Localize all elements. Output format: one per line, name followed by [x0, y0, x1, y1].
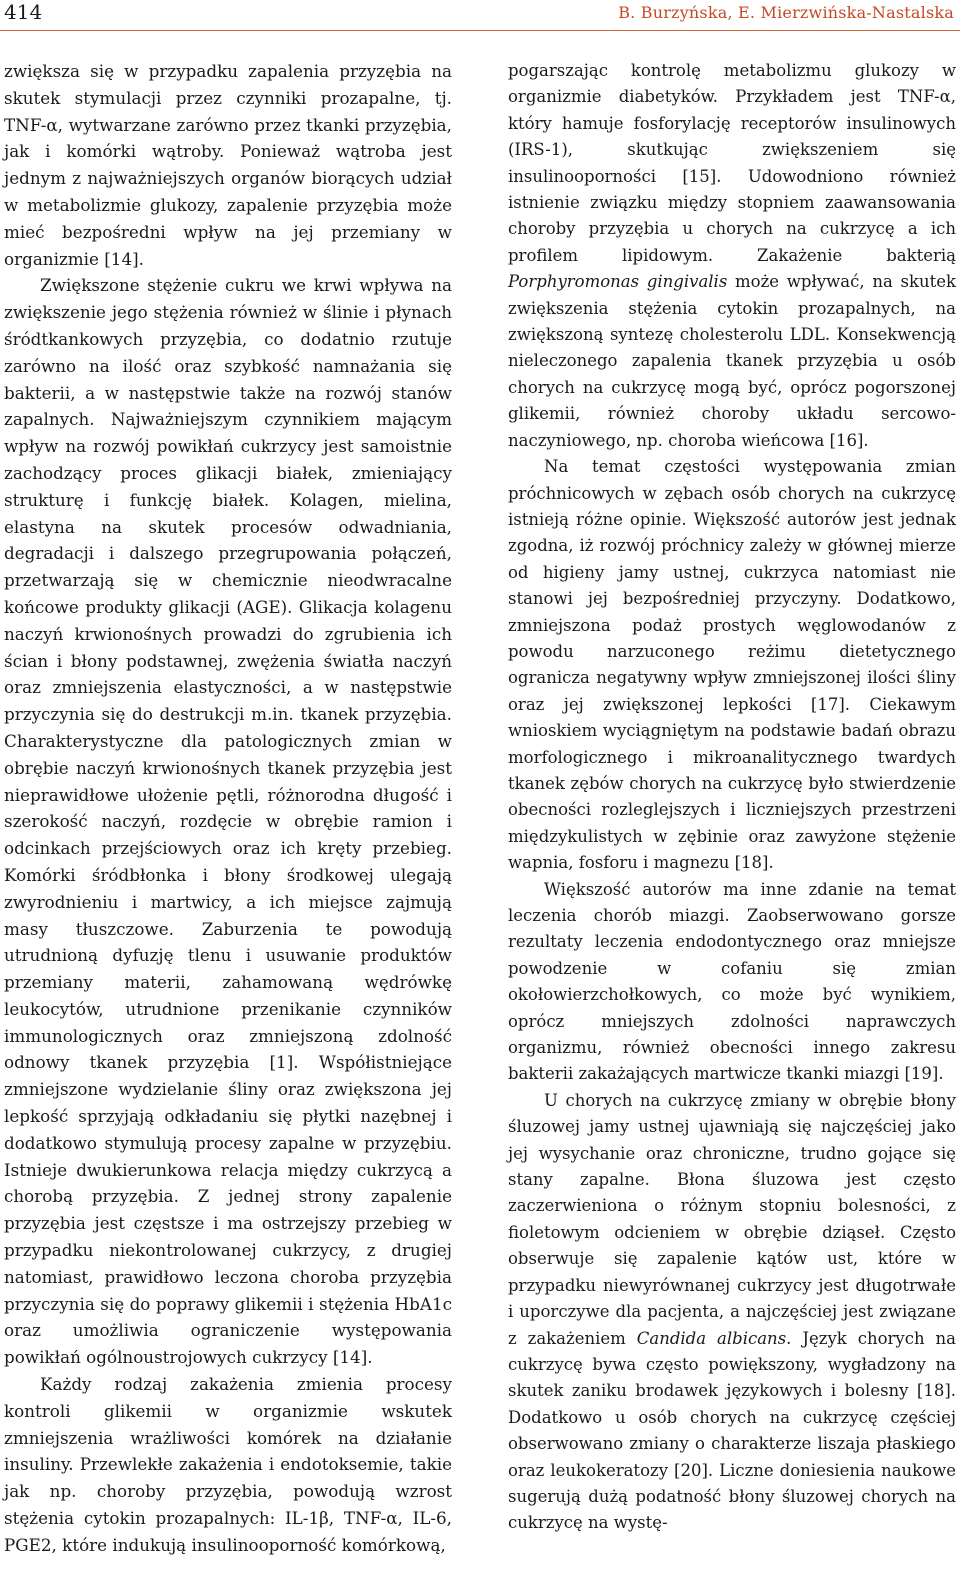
header-rule — [0, 30, 960, 31]
left-paragraph-1: zwiększa się w przypadku zapalenia przyzębia na skutek stymulacji przez czynniki prozapalne, tj. TNF-α, wytwarzane zarówno przez tkanki przyzębia, jak i komórki wątroby. Ponieważ wątroba jest jednym z najważniejszych organów biorących udział w metabolizmie glukozy, zapalenie przyzębia może mieć bezpośredni wpływ na jej przemiany w organizmie [14]. — [4, 61, 452, 269]
species-name-porphyromonas: Porphyromonas gingivalis — [508, 272, 728, 292]
left-paragraph-2: Zwiększone stężenie cukru we krwi wpływa na zwiększenie jego stężenia również w ślinie i płynach śródtkankowych przyzębia, co dodatnio rzutuje zarówno na ilość oraz szybkość namnażania się bakterii, a w następstwie także na rozwój stanów zapalnych. Najważniejszym czynnikiem mającym wpływ na rozwój powikłań cukrzycy jest samoistnie zachodzący proces glikacji białek, zmieniający strukturę i funkcję białek. Kolagen, mielina, elastyna na skutek procesów odwadniania, degradacji i dalszego przegrupowania połączeń, przetwarzają się w chemicznie nieodwracalne końcowe produkty glikacji (AGE). Glikacja kolagenu naczyń krwionośnych prowadzi do zgrubienia ich ścian i błony podstawnej, zwężenia światła naczyń oraz zmniejszenia elastyczności, a w następstwie przyczynia się do destrukcji m.in. tkanek przyzębia. Charakterystyczne dla patologicznych zmian w obrębie naczyń krwionośnych tkanek przyzębia jest nieprawidłowe ułożenie pętli, różnorodna długość i szerokość naczyń, rozdęcie w obrębie ramion i odcinkach przejściowych oraz ich kręty przebieg. Komórki śródbłonka i błony środkowej ulegają zwyrodnieniu i martwicy, a ich miejsce zajmują masy tłuszczowe. Zaburzenia te powodują utrudnioną dyfuzję tlenu i usuwanie produktów przemiany materii, zahamowaną wędrówkę leukocytów, utrudnione przenikanie czynników immunologicznych oraz zmniejszoną zdolność odnowy tkanek przyzębia [1]. Współistniejące zmniejszone wydzielanie śliny oraz zwiększona jej lepkość sprzyjają odkładaniu się płytki nazębnej i dodatkowo stymulują procesy zapalne w przyzębiu. Istnieje dwukierunkowa relacja między cukrzycą a chorobą przyzębia. Z jednej strony zapalenie przyzębia jest częstsze i ma ostrzejszy przebieg w przypadku niekontrolowanej cukrzycy, z drugiej natomiast, prawidłowo leczona choroba przyzębia przyczynia się do poprawy glikemii i stężenia HbA1c oraz umożliwia ograniczenie występowania powikłań ogólnoustrojowych cukrzycy [14]. — [4, 275, 452, 1368]
species-name-candida: Candida albicans — [636, 1328, 787, 1348]
right-paragraph-4-text-b: . Język chorych na cukrzycę bywa często powiększony, wygładzony na skutek zaniku brodawek językowych i bolesny [18]. Dodatkowo u osób chorych na cukrzycę częściej obserwowano zmiany o charakterze liszaja płaskiego oraz leukokeratozy [20]. Liczne doniesienia naukowe sugerują dużą podatność błony śluzowej chorych na cukrzycę na wystę- — [508, 1328, 957, 1533]
right-paragraph-1-text-a: pogarszając kontrolę metabolizmu glukozy w organizmie diabetyków. Przykładem jest TNF-α, który hamuje fosforylację receptorów insulinowych (IRS-1), skutkując zwiększeniem się insulinooporności [15]. Udowodniono również istnienie związku między stopniem zaawansowania choroby przyzębia u chorych na cukrzycę a ich profilem lipidowym. Zakażenie bakterią — [508, 61, 956, 265]
left-column — [4, 58, 452, 1559]
right-paragraph-4-text-a: U chorych na cukrzycę zmiany w obrębie błony śluzowej jamy ustnej ujawniają się najczęściej jako jej wysychanie oraz chroniczne, trudno gojące się stany zapalne. Błona śluzowa jest często zaczerwieniona o różnym stopniu bolesności, z fioletowym odcieniem w obrębie dziąseł. Często obserwuje się zapalenie kątów ust, które w przypadku niewyrównanej cukrzycy jest długotrwałe i uporczywe dla pacjenta, a najczęściej jest związane z zakażeniem — [508, 1090, 956, 1348]
page-header — [0, 0, 960, 30]
running-head: B. Burzyńska, E. Mierzwińska-Nastalska — [618, 3, 954, 22]
right-paragraph-3: Większość autorów ma inne zdanie na temat leczenia chorób miazgi. Zaobserwowano gorsze rezultaty leczenia endodontycznego oraz mniejsze powodzenie w cofaniu się zmian okołowierzchołkowych, co może być wynikiem, oprócz mniejszych zdolności naprawczych organizmu, również obecności innego zakresu bakterii zakażających martwicze tkanki miazgi [19]. — [508, 879, 956, 1084]
right-paragraph-1 — [508, 58, 956, 454]
right-paragraph-2: Na temat częstości występowania zmian próchnicowych w zębach osób chorych na cukrzycę istnieją różne opinie. Większość autorów jest jednak zgodna, iż rozwój próchnicy zależy w głównej mierze od higieny jamy ustnej, cukrzyca natomiast nie stanowi jej bezpośredniej przyczyny. Dodatkowo, zmniejszona podaż prostych węglowodanów z powodu narzuconego reżimu dietetycznego ogranicza negatywny wpływ zmniejszonej ilości śliny oraz jej zwiększonej lepkości [17]. Ciekawym wnioskiem wyciągniętym na podstawie badań obrazu morfologicznego i mikroanalitycznego twardych tkanek zębów chorych na cukrzycę było stwierdzenie obecności rozleglejszych i liczniejszych przestrzeni międzykulistych w zębinie oraz zawyżone stężenie wapnia, fosforu i magnezu [18]. — [508, 457, 956, 873]
right-column — [508, 58, 956, 1537]
page-number: 414 — [4, 0, 43, 24]
right-paragraph-1-text-b: może wpływać, na skutek zwiększenia stężenia cytokin prozapalnych, na zwiększoną syntezę cholesterolu LDL. Konsekwencją nieleczonego zapalenia tkanek przyzębia u osób chorych na cukrzycę mogą być, oprócz pogorszonej glikemii, również choroby układu sercowo-naczyniowego, np. choroba wieńcowa [16]. — [508, 272, 956, 450]
left-paragraph-3: Każdy rodzaj zakażenia zmienia procesy kontroli glikemii w organizmie wskutek zmniejszenia wrażliwości komórek na działanie insuliny. Przewlekłe zakażenia i endotoksemie, takie jak np. choroby przyzębia, powodują wzrost stężenia cytokin prozapalnych: IL-1β, TNF-α, IL-6, PGE2, które indukują insulinooporność komórkową, — [4, 1374, 452, 1555]
right-paragraph-4 — [508, 1088, 956, 1537]
